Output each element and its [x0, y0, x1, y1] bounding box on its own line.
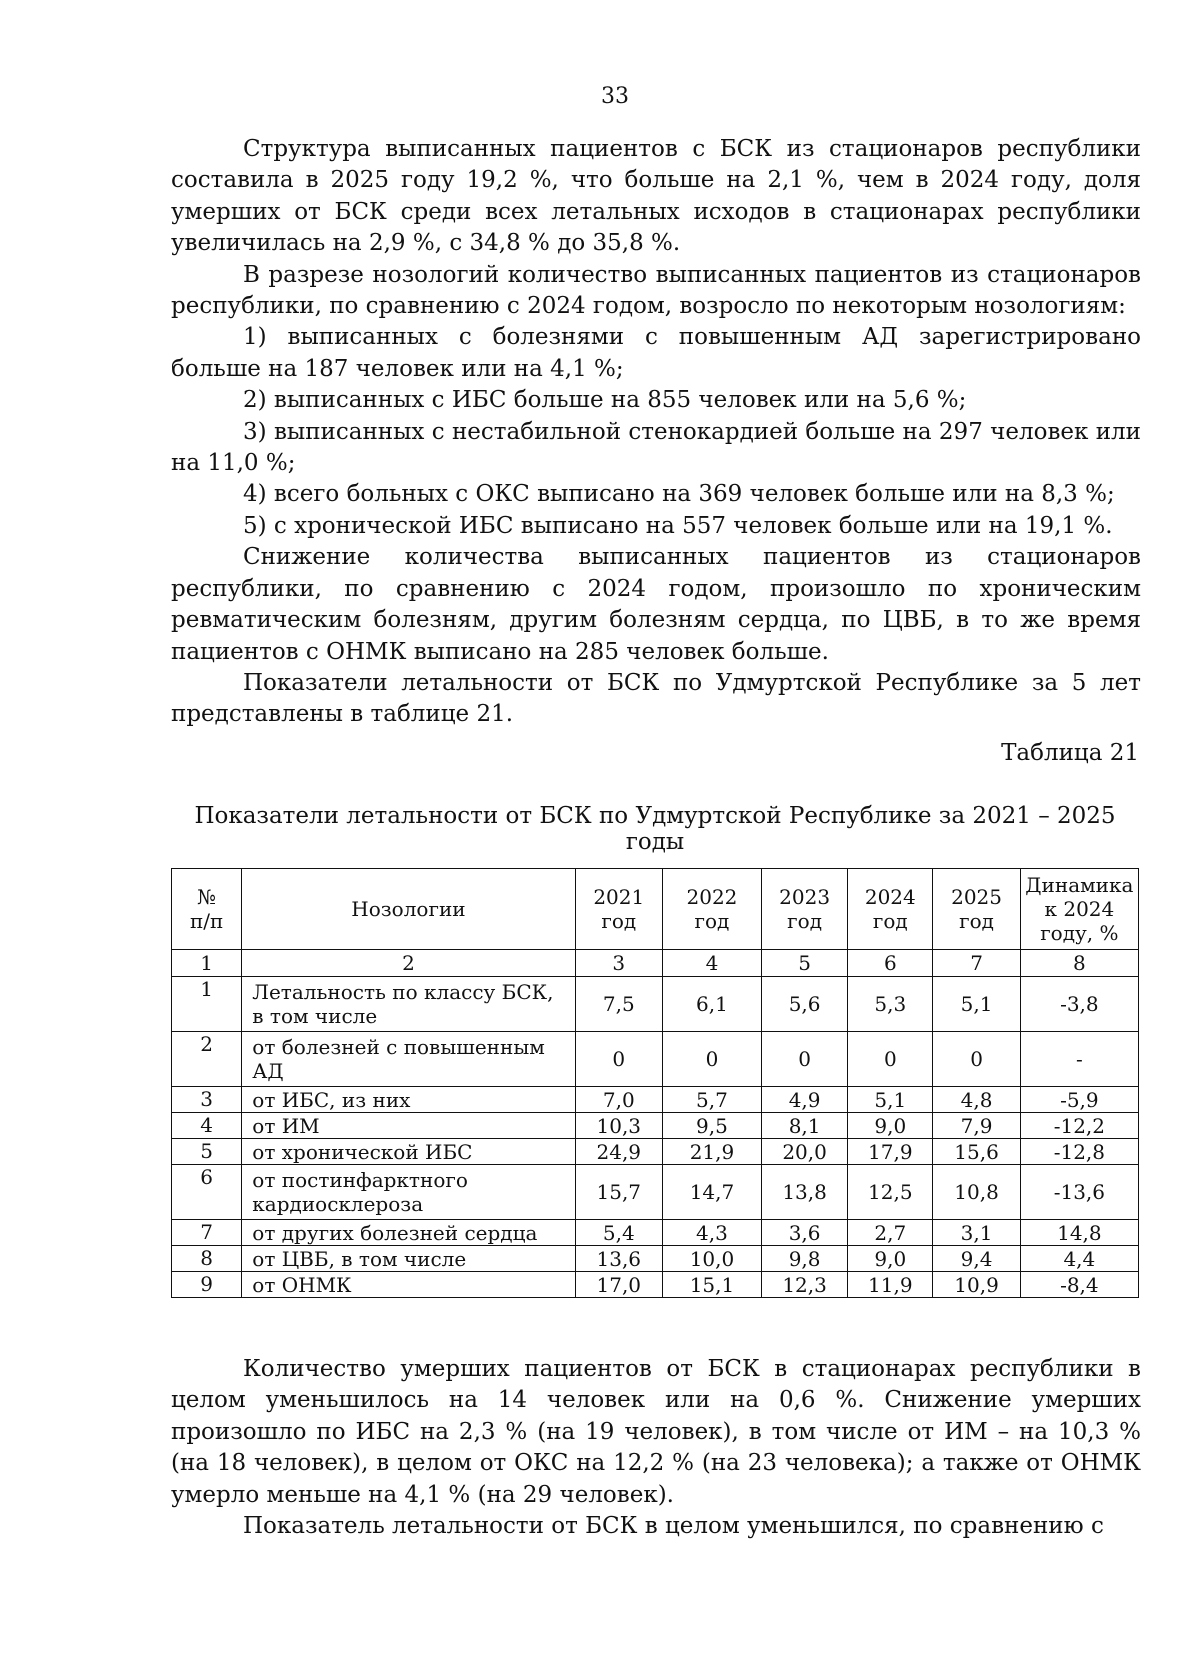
table-row	[172, 1220, 1139, 1246]
table-label: Таблица 21	[1001, 740, 1139, 766]
row-nosology: от хронической ИБС	[242, 1139, 575, 1165]
value-cell: 17,9	[848, 1139, 933, 1165]
value-cell: 10,0	[662, 1246, 761, 1272]
header-cell: Динамика к 2024 году, %	[1020, 869, 1138, 950]
row-number: 4	[172, 1113, 242, 1139]
dynamics-cell: 14,8	[1020, 1220, 1138, 1246]
row-number: 3	[172, 1087, 242, 1113]
index-cell: 6	[848, 950, 933, 977]
table-row	[172, 1139, 1139, 1165]
value-cell: 12,3	[761, 1272, 847, 1298]
dynamics-cell: -	[1020, 1032, 1138, 1087]
value-cell: 5,4	[575, 1220, 662, 1246]
list-item: 3) выписанных с нестабильной стенокардией больше на 297 человек или на 11,0 %;	[171, 418, 1141, 477]
value-cell: 5,3	[848, 977, 933, 1032]
value-cell: 10,9	[933, 1272, 1020, 1298]
table-row	[172, 1087, 1139, 1113]
value-cell: 0	[848, 1032, 933, 1087]
row-nosology: от ИБС, из них	[242, 1087, 575, 1113]
value-cell: 7,5	[575, 977, 662, 1032]
value-cell: 9,8	[761, 1246, 847, 1272]
value-cell: 14,7	[662, 1165, 761, 1220]
row-nosology: от ИМ	[242, 1113, 575, 1139]
value-cell: 5,7	[662, 1087, 761, 1113]
header-cell: № п/п	[172, 869, 242, 950]
value-cell: 9,0	[848, 1246, 933, 1272]
dynamics-cell: -13,6	[1020, 1165, 1138, 1220]
value-cell: 9,4	[933, 1246, 1020, 1272]
list-item: 2) выписанных с ИБС больше на 855 человек или на 5,6 %;	[243, 387, 967, 414]
row-nosology: от ОНМК	[242, 1272, 575, 1298]
value-cell: 2,7	[848, 1220, 933, 1246]
list-item: 1) выписанных с болезнями с повышенным АД зарегистрировано больше на 187 человек или на 4,1 %;	[171, 324, 1141, 382]
dynamics-cell: -12,8	[1020, 1139, 1138, 1165]
table-row	[172, 977, 1139, 1032]
value-cell: 7,0	[575, 1087, 662, 1113]
paragraph: Структура выписанных пациентов с БСК из стационаров республики составила в 2025 году 19,2 %, что больше на 2,1 %, чем в 2024 году, доля умерших от БСК среди всех летальных исходов в стационарах республики увеличилась на 2,9 %, с 34,8 % до 35,8 %.	[171, 136, 1141, 257]
table-caption: Показатели летальности от БСК по Удмуртской Республике за 2021 – 2025 годы	[194, 803, 1116, 855]
row-number: 2	[172, 1032, 242, 1087]
row-number: 5	[172, 1139, 242, 1165]
row-number: 7	[172, 1220, 242, 1246]
header-cell: 2024 год	[848, 869, 933, 950]
paragraph: Снижение количества выписанных пациентов из стационаров республики, по сравнению с 2024 годом, произошло по хроническим ревматическим болезням, другим болезням сердца, по ЦВБ, в то же время пациентов с ОНМК выписано на 285 человек больше.	[171, 544, 1141, 665]
table-row	[172, 1272, 1139, 1298]
value-cell: 0	[575, 1032, 662, 1087]
header-cell: 2023 год	[761, 869, 847, 950]
index-cell: 7	[933, 950, 1020, 977]
index-cell: 3	[575, 950, 662, 977]
value-cell: 0	[662, 1032, 761, 1087]
column-index-row	[172, 950, 1139, 977]
value-cell: 12,5	[848, 1165, 933, 1220]
paragraph: Показатели летальности от БСК по Удмуртской Республике за 5 лет представлены в таблице 21.	[171, 669, 1141, 728]
table-row	[172, 1246, 1139, 1272]
dynamics-cell: -8,4	[1020, 1272, 1138, 1298]
row-number: 1	[172, 977, 242, 1032]
header-cell: 2022 год	[662, 869, 761, 950]
value-cell: 9,5	[662, 1113, 761, 1139]
value-cell: 15,7	[575, 1165, 662, 1220]
header-cell: 2021 год	[575, 869, 662, 950]
list-item: 5) с хронической ИБС выписано на 557 человек больше или на 19,1 %.	[243, 512, 1113, 539]
value-cell: 15,1	[662, 1272, 761, 1298]
value-cell: 5,6	[761, 977, 847, 1032]
row-number: 6	[172, 1165, 242, 1220]
value-cell: 0	[933, 1032, 1020, 1087]
row-nosology: Летальность по классу БСК, в том числе	[242, 977, 575, 1032]
paragraph: Количество умерших пациентов от БСК в стационарах республики в целом уменьшилось на 14 человек или на 0,6 %. Снижение умерших произошло по ИБС на 2,3 % (на 19 человек), в том числе от ИМ – на 10,3 % (на 18 человек), в целом от ОКС на 12,2 % (на 23 человека); а также от ОНМК умерло меньше на 4,1 % (на 29 человек).	[171, 1356, 1141, 1508]
value-cell: 0	[761, 1032, 847, 1087]
row-nosology: от других болезней сердца	[242, 1220, 575, 1246]
value-cell: 24,9	[575, 1139, 662, 1165]
value-cell: 13,6	[575, 1246, 662, 1272]
value-cell: 20,0	[761, 1139, 847, 1165]
table-row	[172, 1032, 1139, 1087]
value-cell: 4,9	[761, 1087, 847, 1113]
paragraph: Показатель летальности от БСК в целом уменьшился, по сравнению с	[243, 1513, 1104, 1540]
value-cell: 9,0	[848, 1113, 933, 1139]
index-cell: 1	[172, 950, 242, 977]
header-cell: 2025 год	[933, 869, 1020, 950]
value-cell: 3,1	[933, 1220, 1020, 1246]
row-nosology: от постинфарктного кардиосклероза	[242, 1165, 575, 1220]
table-header-row	[172, 869, 1139, 950]
text-block-before-table	[171, 134, 1141, 731]
page-number: 33	[601, 84, 629, 109]
value-cell: 3,6	[761, 1220, 847, 1246]
header-cell: Нозологии	[242, 869, 575, 950]
value-cell: 17,0	[575, 1272, 662, 1298]
value-cell: 15,6	[933, 1139, 1020, 1165]
list-item: 4) всего больных с ОКС выписано на 369 человек больше или на 8,3 %;	[243, 481, 1115, 508]
index-cell: 4	[662, 950, 761, 977]
row-nosology: от ЦВБ, в том числе	[242, 1246, 575, 1272]
mortality-table	[171, 868, 1139, 1298]
value-cell: 10,3	[575, 1113, 662, 1139]
dynamics-cell: 4,4	[1020, 1246, 1138, 1272]
index-cell: 8	[1020, 950, 1138, 977]
dynamics-cell: -3,8	[1020, 977, 1138, 1032]
table-row	[172, 1165, 1139, 1220]
value-cell: 7,9	[933, 1113, 1020, 1139]
value-cell: 4,8	[933, 1087, 1020, 1113]
value-cell: 13,8	[761, 1165, 847, 1220]
value-cell: 6,1	[662, 977, 761, 1032]
value-cell: 10,8	[933, 1165, 1020, 1220]
value-cell: 11,9	[848, 1272, 933, 1298]
index-cell: 2	[242, 950, 575, 977]
row-number: 8	[172, 1246, 242, 1272]
dynamics-cell: -5,9	[1020, 1087, 1138, 1113]
value-cell: 5,1	[848, 1087, 933, 1113]
row-number: 9	[172, 1272, 242, 1298]
text-block-after-table	[171, 1354, 1141, 1542]
table-row	[172, 1113, 1139, 1139]
index-cell: 5	[761, 950, 847, 977]
value-cell: 8,1	[761, 1113, 847, 1139]
row-nosology: от болезней с повышенным АД	[242, 1032, 575, 1087]
value-cell: 5,1	[933, 977, 1020, 1032]
value-cell: 21,9	[662, 1139, 761, 1165]
paragraph: В разрезе нозологий количество выписанных пациентов из стационаров республики, по сравнению с 2024 годом, возросло по некоторым нозологиям:	[171, 261, 1141, 320]
dynamics-cell: -12,2	[1020, 1113, 1138, 1139]
value-cell: 4,3	[662, 1220, 761, 1246]
